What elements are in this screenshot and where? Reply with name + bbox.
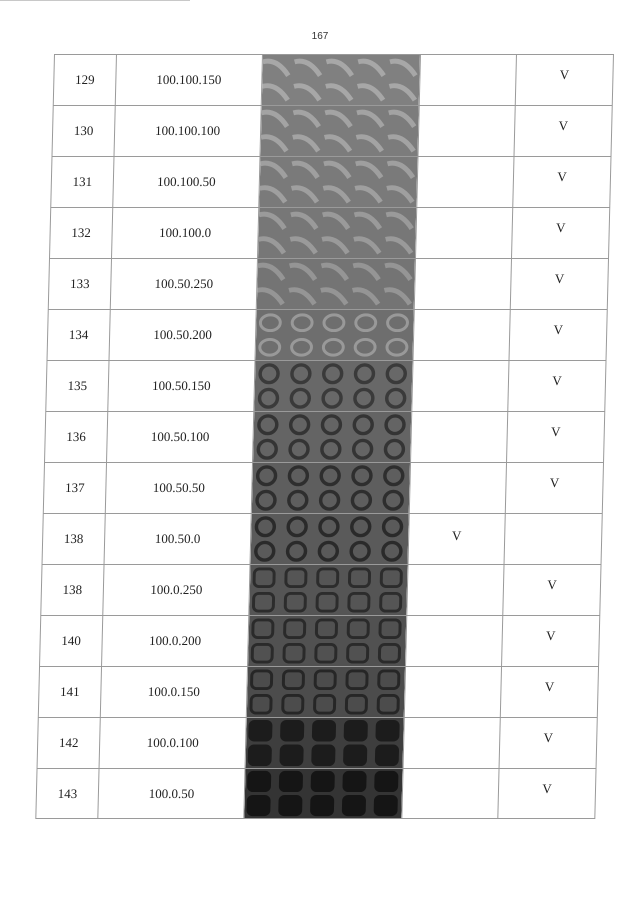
- mark-column-b: V: [501, 616, 600, 666]
- sample-texture: [247, 667, 405, 717]
- row-number: 143: [35, 769, 98, 818]
- row-number: 137: [43, 463, 106, 513]
- sample-pattern-mark: [311, 771, 335, 792]
- mark-column-a: [404, 667, 501, 717]
- color-code: 100.0.150: [100, 667, 247, 717]
- mark-column-a: V: [408, 514, 505, 564]
- sample-texture: [257, 259, 415, 309]
- sample-pattern-mark: [279, 771, 303, 792]
- color-code: 100.0.50: [97, 769, 244, 818]
- sample-pattern-mark: [375, 720, 399, 742]
- sample-pattern-mark: [278, 795, 302, 816]
- mark-column-b: V: [500, 667, 599, 717]
- sample-texture: [258, 208, 416, 258]
- sample-texture: [256, 310, 414, 360]
- page-number: 167: [311, 31, 329, 42]
- table-row: [47, 309, 608, 360]
- row-number: 138: [42, 514, 105, 564]
- sample-texture: [251, 514, 409, 564]
- sample-image: [243, 769, 402, 818]
- sample-pattern-mark: [374, 771, 398, 792]
- sample-texture: [261, 106, 419, 156]
- mark-column-a: [413, 310, 510, 360]
- color-code: 100.100.0: [111, 208, 258, 258]
- row-number: 142: [37, 718, 100, 768]
- row-number: 129: [53, 55, 116, 105]
- sample-texture: [262, 55, 420, 105]
- sample-table: [35, 54, 614, 822]
- sample-texture: [254, 361, 412, 411]
- mark-column-b: V: [509, 310, 608, 360]
- sample-texture: [244, 769, 402, 818]
- sample-image: [258, 157, 417, 207]
- sample-image: [261, 55, 420, 105]
- mark-column-a: [401, 769, 498, 818]
- table-row: [53, 54, 614, 105]
- row-number: 133: [48, 259, 111, 309]
- table-row: [44, 411, 605, 462]
- sample-pattern-mark: [342, 795, 366, 816]
- sample-pattern-mark: [311, 744, 335, 766]
- mark-column-a: [410, 412, 507, 462]
- mark-column-b: V: [497, 769, 596, 818]
- sample-image: [246, 667, 405, 717]
- sample-pattern-mark: [342, 771, 366, 792]
- mark-column-a: [418, 106, 515, 156]
- scan-edge-mark: [0, 0, 190, 1]
- sample-image: [245, 718, 404, 768]
- row-number: 134: [47, 310, 110, 360]
- mark-column-b: V: [505, 463, 604, 513]
- row-number: 141: [38, 667, 101, 717]
- sample-texture: [249, 565, 407, 615]
- sample-image: [255, 310, 414, 360]
- sample-pattern-mark: [279, 744, 303, 766]
- sample-texture: [253, 412, 411, 462]
- row-number: 136: [44, 412, 107, 462]
- color-code: 100.100.100: [114, 106, 261, 156]
- sample-image: [252, 412, 411, 462]
- color-code: 100.50.0: [104, 514, 251, 564]
- table-row: [42, 513, 603, 564]
- color-code: 100.0.250: [102, 565, 249, 615]
- sample-pattern-mark: [312, 720, 336, 742]
- mark-column-b: [504, 514, 603, 564]
- table-row: [40, 564, 601, 615]
- mark-column-a: [405, 616, 502, 666]
- table-row: [50, 156, 611, 207]
- sample-pattern-mark: [280, 720, 304, 742]
- sample-image: [256, 259, 415, 309]
- sample-image: [250, 514, 409, 564]
- row-number: 130: [52, 106, 115, 156]
- mark-column-a: [415, 208, 512, 258]
- sample-pattern-mark: [247, 771, 271, 792]
- mark-column-a: [406, 565, 503, 615]
- row-number: 131: [50, 157, 113, 207]
- sample-image: [257, 208, 416, 258]
- mark-column-b: V: [511, 208, 610, 258]
- sample-texture: [252, 463, 410, 513]
- color-code: 100.0.100: [99, 718, 246, 768]
- sample-image: [253, 361, 412, 411]
- sample-pattern-mark: [343, 744, 367, 766]
- mark-column-a: [411, 361, 508, 411]
- color-code: 100.100.50: [112, 157, 259, 207]
- mark-column-b: V: [506, 412, 605, 462]
- sample-pattern-mark: [375, 744, 399, 766]
- sample-texture: [246, 718, 404, 768]
- mark-column-b: V: [502, 565, 601, 615]
- table-row: [43, 462, 604, 513]
- sample-texture: [259, 157, 417, 207]
- mark-column-a: [414, 259, 511, 309]
- mark-column-b: V: [514, 106, 613, 156]
- color-code: 100.50.50: [105, 463, 252, 513]
- mark-column-b: V: [499, 718, 598, 768]
- row-number: 135: [45, 361, 108, 411]
- mark-column-b: V: [510, 259, 609, 309]
- table-row: [37, 717, 598, 768]
- color-code: 100.50.200: [109, 310, 256, 360]
- mark-column-a: [419, 55, 516, 105]
- table-row: [45, 360, 606, 411]
- color-code: 100.0.200: [101, 616, 248, 666]
- color-code: 100.50.250: [110, 259, 257, 309]
- table-row: [48, 258, 609, 309]
- mark-column-b: V: [515, 55, 614, 105]
- row-number: 138: [40, 565, 103, 615]
- table-row: [39, 615, 600, 666]
- table-row: [35, 768, 596, 819]
- sample-pattern-mark: [374, 795, 398, 816]
- sample-image: [260, 106, 419, 156]
- sample-pattern-mark: [344, 720, 368, 742]
- row-number: 140: [39, 616, 102, 666]
- color-code: 100.100.150: [115, 55, 262, 105]
- mark-column-a: [403, 718, 500, 768]
- mark-column-a: [416, 157, 513, 207]
- mark-column-b: V: [507, 361, 606, 411]
- sample-pattern-mark: [248, 720, 272, 742]
- sample-pattern-mark: [248, 744, 272, 766]
- sample-texture: [248, 616, 406, 666]
- table-row: [38, 666, 599, 717]
- color-code: 100.50.100: [106, 412, 253, 462]
- sample-pattern-mark: [246, 795, 270, 816]
- sample-image: [251, 463, 410, 513]
- color-code: 100.50.150: [107, 361, 254, 411]
- row-number: 132: [49, 208, 112, 258]
- sample-image: [248, 565, 407, 615]
- mark-column-a: [409, 463, 506, 513]
- sample-image: [247, 616, 406, 666]
- table-row: [52, 105, 613, 156]
- sample-pattern-mark: [310, 795, 334, 816]
- table-row: [49, 207, 610, 258]
- mark-column-b: V: [512, 157, 611, 207]
